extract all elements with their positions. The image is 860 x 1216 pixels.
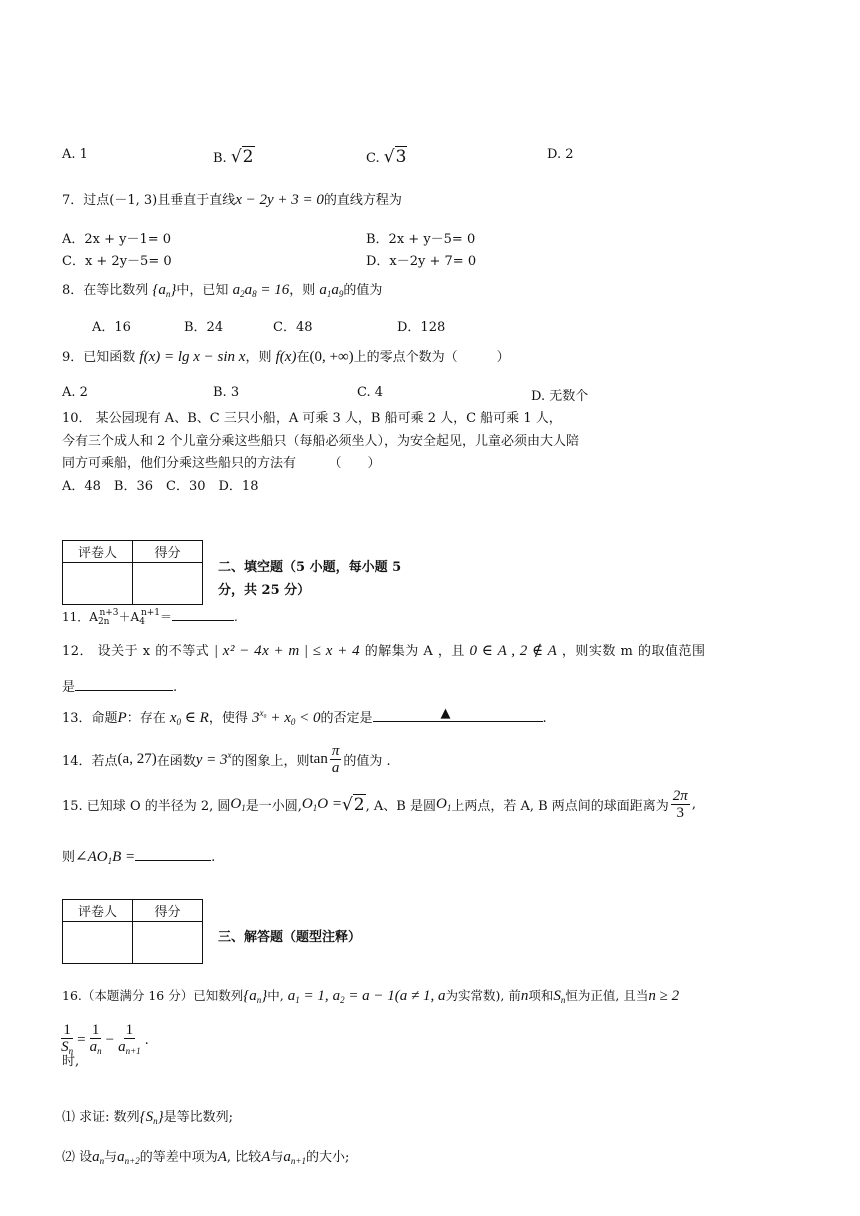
q9-stem: 9．已知函数 f(x) = lg x − sin x，则 f(x)在(0, +∞)上的零点个数为（ ）: [62, 349, 510, 365]
score-label: 得分: [133, 541, 203, 563]
q16-fraction-1: $\frac{1}{S_n}$: [61, 1022, 74, 1056]
q14-stem: 14．若点 (a, 27) 在函数 $y = 3^x$ 的图象上，则 tan $\frac{\pi}{a}$ 的值为 .: [62, 743, 391, 776]
q8-option-a: A．16: [92, 320, 131, 335]
q16-recurrence: 时, $\frac{1}{S_n}$ = $\frac{1}{a_n}$ − $\frac{1}{a_{n+1}}$ .: [61, 1022, 149, 1069]
section2-title-1: 二、填空题（5 小题，每小题 5: [218, 560, 402, 575]
q9-option-b: B. 3: [213, 385, 240, 400]
q7-stem: 7．过点(－1, 3)且垂直于直线x − 2y + 3 = 0的直线方程为: [62, 192, 402, 208]
section3-score-table: [62, 899, 203, 964]
q12-line-1: 12． 设关于 x 的不等式 | x² − 4x + m | ≤ x + 4 的解集为 A ，且 0 ∈ A , 2 ∉ A ，则实数 m 的取值范围: [62, 643, 706, 659]
q10-line-3: 同方可乘船，他们分乘这些船只的方法有 （ ）: [62, 456, 381, 471]
section2-score-table: [62, 540, 203, 605]
grader-label: 评卷人: [63, 900, 133, 922]
q12-line-2: 是 .: [62, 680, 178, 695]
sqrt-3: √3: [383, 147, 407, 167]
score-cell[interactable]: [133, 563, 203, 605]
grader-label: 评卷人: [63, 541, 133, 563]
q11-stem: 11．$A_{2n}^{n+3}+A_4^{n+1}=$ .: [62, 608, 238, 627]
q13-triangle-mark: ▲: [440, 706, 451, 721]
q15-line-1: 15. 已知球 O 的半径为 2, 圆 $O_1$ 是一小圆, $O_1O$ = √2 , A、B 是圆 $O_1$ 上两点，若 A, B 两点间的球面距离为 $\frac{2\pi}{3}$ ,: [62, 788, 696, 821]
q7-option-c: C．x + 2y－5= 0: [62, 254, 172, 269]
q14-fraction: $\frac{\pi}{a}$: [331, 743, 340, 776]
q8-option-d: D．128: [397, 320, 446, 335]
q6-option-a: A. 1: [62, 147, 88, 162]
sqrt-2-q15: √2: [341, 794, 365, 815]
q10-line-1: 10． 某公园现有 A、B、C 三只小船，A 可乘 3 人，B 船可乘 2 人，C 船可乘 1 人，: [62, 411, 562, 426]
q11-answer-blank[interactable]: [172, 608, 234, 621]
q7-option-b: B．2x + y－5= 0: [366, 232, 476, 247]
q6-option-c: C. √3: [366, 147, 407, 167]
q16-part-1: ⑴ 求证: 数列$\{S_n\}$是等比数列;: [62, 1109, 234, 1126]
q7-option-a: A．2x + y－1= 0: [62, 232, 172, 247]
q9-option-c: C. 4: [357, 385, 384, 400]
q9-option-a: A. 2: [62, 385, 88, 400]
q9-option-d: D. 无数个: [531, 389, 589, 404]
q13-stem: 13．命题P：存在 $x_0$ ∈ R，使得 $3^{x_0} + x_0 < 0$的否定是 ▲ .: [62, 706, 547, 727]
q10-line-2: 今有三个成人和 2 个儿童分乘这些船只（每船必须坐人），为安全起见，儿童必须由大人陪: [62, 434, 580, 449]
q10-options: A．48 B．36 C．30 D．18: [62, 479, 259, 494]
score-cell[interactable]: [133, 922, 203, 964]
q16-fraction-2: $\frac{1}{a_n}$: [89, 1022, 102, 1056]
q15-fraction: $\frac{2\pi}{3}$: [672, 788, 688, 821]
section2-title-2: 分，共 25 分）: [218, 583, 311, 598]
q16-part-2: ⑵ 设$a_n$与$a_{n+2}$的等差中项为A, 比较A与$a_{n+1}$的大小;: [62, 1149, 350, 1166]
q8-stem: 8．在等比数列 $\{a_n\}$中，已知 $a_2a_8 = 16$，则 $a_1a_9$的值为: [62, 282, 383, 299]
q13-answer-blank[interactable]: [373, 706, 543, 722]
section3-title: 三、解答题（题型注释）: [218, 930, 362, 945]
q16-fraction-3: $\frac{1}{a_{n+1}}$: [118, 1022, 141, 1056]
q15-answer-blank[interactable]: [135, 848, 211, 861]
score-label: 得分: [133, 900, 203, 922]
q7-option-d: D．x－2y + 7= 0: [366, 254, 477, 269]
q6-option-d: D. 2: [547, 147, 574, 162]
sqrt-2: √2: [230, 147, 254, 167]
q15-line-2: 则$\angle AO_1B$ = .: [62, 849, 216, 866]
grader-cell[interactable]: [63, 922, 133, 964]
q16-stem: 16.（本题满分 16 分）已知数列$\{a_n\}$中, $a_1 = 1$, $a_2 = a - 1(a \ne 1$, a为实常数), 前n项和$S_n$恒为正值, 且当n ≥ 2: [62, 988, 680, 1005]
q6-option-b: B. √2: [213, 147, 254, 167]
q8-option-c: C．48: [273, 320, 313, 335]
grader-cell[interactable]: [63, 563, 133, 605]
q12-answer-blank[interactable]: [75, 678, 173, 691]
q8-option-b: B．24: [184, 320, 224, 335]
